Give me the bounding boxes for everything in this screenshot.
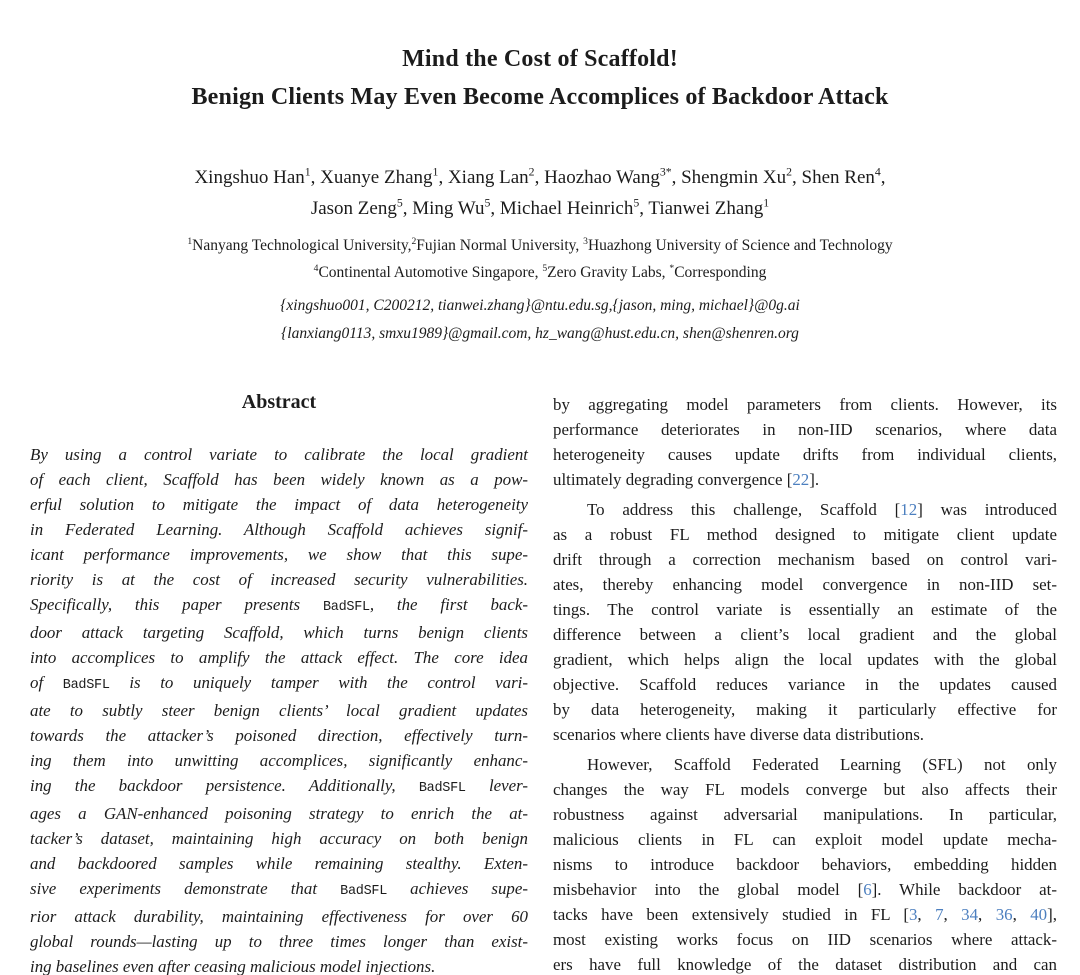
paragraph	[553, 392, 1057, 492]
text-line: tings. The control variate is essentially an estimate of the	[553, 600, 1057, 619]
superscript: 3	[583, 235, 588, 247]
badsfl-term: BadSFL	[322, 600, 370, 615]
badsfl-term: BadSFL	[62, 678, 110, 693]
text-line: of each client, Scaffold has been widely known as a pow-	[30, 470, 528, 489]
author-line1: Xingshuo Han$^1$, Xuanye Zhang$^1$, Xiang Lan$^2$, Haozhao Wang$^{3*}$, Shengmin Xu$^2$, Shen Ren$^4$,	[194, 165, 886, 188]
text-line: drift through a correction mechanism based on control vari-	[553, 550, 1057, 569]
text-line: However, Scaffold Federated Learning (SFL) not only	[587, 755, 1057, 774]
paragraph	[553, 497, 1057, 747]
text-line: nisms to introduce backdoor behaviors, embedding hidden	[553, 855, 1057, 874]
email-list	[0, 292, 1080, 348]
text-line: door attack targeting Scaffold, which turns benign clients	[30, 623, 528, 642]
paper-title-line2: Benign Clients May Even Become Accomplices of Backdoor Attack	[191, 84, 889, 110]
text-line: ultimately degrading convergence [22].	[553, 470, 820, 489]
paper-title-line1: Mind the Cost of Scaffold!	[402, 46, 678, 72]
citation-link[interactable]: 7	[935, 905, 944, 924]
text-line: changes the way FL models converge but also affects their	[553, 780, 1057, 799]
text-line: of BadSFL is to uniquely tamper with the control vari-	[30, 673, 528, 693]
text-line: Specifically, this paper presents BadSFL, the first back-	[30, 595, 528, 615]
text-line: gradient, which helps align the local updates with the global	[553, 650, 1057, 669]
badsfl-term: BadSFL	[340, 884, 388, 899]
superscript: 5	[484, 196, 491, 210]
text-line: by aggregating model parameters from clients. However, its	[553, 395, 1057, 414]
text-line: ing them into unwitting accomplices, significantly enhanc-	[30, 751, 528, 770]
text-line: ing baselines even after ceasing malicious model injections.	[30, 957, 436, 975]
superscript: 1	[763, 196, 770, 210]
left-column	[30, 386, 528, 975]
text-line: tacker’s dataset, maintaining high accuracy on both benign	[30, 829, 528, 848]
text-line: ages a GAN-enhanced poisoning strategy to enrich the at-	[30, 804, 528, 823]
superscript: 1	[432, 165, 439, 179]
text-line: towards the attacker’s poisoned direction, effectively turn-	[30, 726, 528, 745]
text-line: objective. Scaffold reduces variance in the updates caused	[553, 675, 1057, 694]
citation-link[interactable]: 40	[1030, 905, 1048, 924]
text-line: and backdoored samples while remaining stealthy. Exten-	[30, 854, 528, 873]
text-line: riority is at the cost of increased security vulnerabilities.	[30, 570, 528, 589]
superscript: 5	[633, 196, 640, 210]
author-list	[0, 162, 1080, 224]
abstract-heading: Abstract	[241, 391, 317, 413]
superscript: *	[669, 262, 675, 274]
right-column	[553, 386, 1057, 975]
citation-link[interactable]: 34	[961, 905, 979, 924]
text-line: most existing works focus on IID scenarios where attack-	[553, 930, 1057, 949]
email-line2: {lanxiang0113, smxu1989}@gmail.com, hz_wang@hust.edu.cn, shen@shenren.org	[281, 325, 799, 342]
email-line1: {xingshuo001, C200212, tianwei.zhang}@ntu.edu.sg,{jason, ming, michael}@0g.ai	[280, 297, 800, 314]
superscript: 4	[874, 165, 881, 179]
citation-link[interactable]: 36	[995, 905, 1013, 924]
two-column-body	[0, 386, 1080, 975]
text-line: ers have full knowledge of the dataset distribution and can	[553, 955, 1057, 974]
text-line: ates, thereby enhancing model convergence in non-IID set-	[553, 575, 1057, 594]
citation-link[interactable]: 22	[792, 470, 810, 489]
superscript: 2	[786, 165, 793, 179]
superscript: 5	[542, 262, 548, 274]
superscript: 2	[528, 165, 535, 179]
text-line: into accomplices to amplify the attack effect. The core idea	[30, 648, 528, 667]
text-line: as a robust FL method designed to mitigate client update	[553, 525, 1057, 544]
citation-link[interactable]: 12	[900, 500, 918, 519]
text-line: by data heterogeneity, making it particularly effective for	[553, 700, 1057, 719]
superscript: 5	[396, 196, 403, 210]
author-line2: Jason Zeng$^5$, Ming Wu$^5$, Michael Heinrich$^5$, Tianwei Zhang$^1$	[310, 196, 770, 219]
column-gap	[528, 386, 553, 975]
text-line: tacks have been extensively studied in FL [3, 7, 34, 36, 40],	[553, 905, 1057, 924]
text-line: rior attack durability, maintaining effectiveness for over 60	[30, 907, 528, 926]
affiliation-line2: $^4$Continental Automotive Singapore, $^5$Zero Gravity Labs, *Corresponding	[313, 262, 767, 281]
superscript: 2	[411, 235, 417, 247]
paper-title	[0, 0, 1080, 116]
paragraph	[553, 752, 1057, 975]
affiliations	[0, 232, 1080, 286]
affiliation-line1: $^1$Nanyang Technological University,$^2$Fujian Normal University, $^3$Huazhong University of Science and Technology	[187, 235, 893, 254]
text-line: global rounds—lasting up to three times longer than exist-	[30, 932, 528, 951]
text-line: performance deteriorates in non-IID scenarios, where data	[553, 420, 1057, 439]
abstract-body	[30, 442, 528, 975]
text-line: ing the backdoor persistence. Additionally, BadSFL lever-	[30, 776, 529, 796]
badsfl-term: BadSFL	[418, 781, 466, 796]
text-line: ate to subtly steer benign clients’ local gradient updates	[30, 701, 528, 720]
text-line: misbehavior into the global model [6]. While backdoor at-	[553, 880, 1057, 899]
text-line: heterogeneity causes update drifts from individual clients,	[553, 445, 1057, 464]
text-line: difference between a client’s local gradient and the global	[553, 625, 1057, 644]
superscript: 1	[187, 235, 193, 247]
text-line: icant performance improvements, we show that this supe-	[30, 545, 528, 564]
superscript: 3*	[659, 165, 672, 179]
text-line: robustness against adversarial manipulations. In particular,	[553, 805, 1057, 824]
text-line: By using a control variate to calibrate the local gradient	[30, 445, 528, 464]
superscript: 1	[304, 165, 311, 179]
citation-link[interactable]: 3	[908, 905, 918, 924]
text-line: sive experiments demonstrate that BadSFL achieves supe-	[30, 879, 528, 899]
superscript: 4	[313, 262, 319, 274]
text-line: in Federated Learning. Although Scaffold achieves signif-	[30, 520, 528, 539]
text-line: To address this challenge, Scaffold [12] was introduced	[587, 500, 1057, 519]
text-line: scenarios where clients have diverse data distributions.	[553, 725, 925, 744]
text-line: erful solution to mitigate the impact of data heterogeneity	[30, 495, 528, 514]
citation-link[interactable]: 6	[863, 880, 872, 899]
text-line: malicious clients in FL can exploit model update mecha-	[553, 830, 1057, 849]
